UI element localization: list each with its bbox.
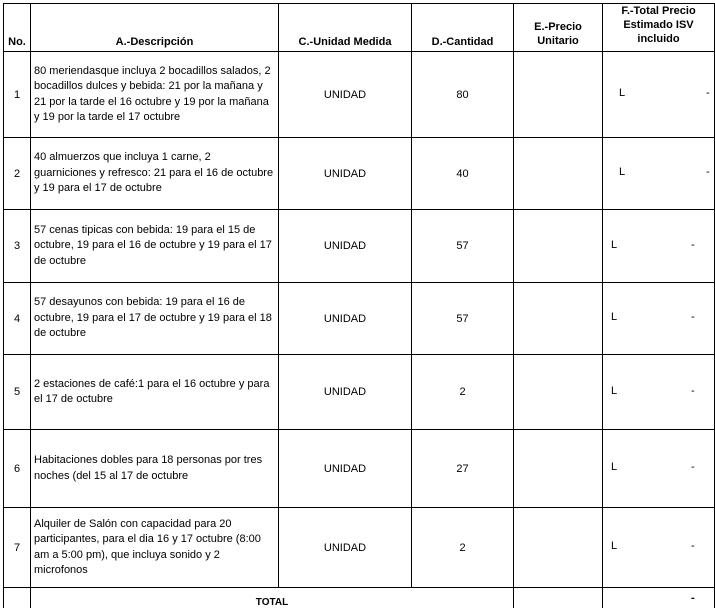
row-total-value: - (691, 311, 695, 323)
row-description: 40 almuerzos que incluya 1 carne, 2 guarniciones y refresco: 21 para el 16 de octubre y 19 para el 17 de octubre (31, 138, 279, 210)
row-unit-price (514, 430, 603, 508)
header-total-precio: F.-Total Precio Estimado ISV incluido (603, 4, 715, 52)
row-number: 7 (4, 508, 31, 588)
table-row (4, 355, 715, 430)
currency-label: L (611, 540, 618, 552)
table-row (4, 138, 715, 210)
row-description: 57 cenas tipicas con bebida: 19 para el 15 de octubre, 19 para el 16 de octubre y 19 para el 17 de octubre (31, 210, 279, 283)
row-description: Habitaciones dobles para 18 personas por tres noches (del 15 al 17 de octubre (31, 430, 279, 508)
row-total (603, 355, 715, 430)
row-quantity: 57 (412, 283, 514, 355)
row-unit-price (514, 508, 603, 588)
row-description: Alquiler de Salón con capacidad para 20 participantes, para el dia 16 y 17 octubre (8:00 am a 5:00 pm), que incluya sonido y 2 microfonos (31, 508, 279, 588)
row-quantity: 2 (412, 355, 514, 430)
row-number: 4 (4, 283, 31, 355)
grand-total-value: - (691, 592, 695, 604)
row-quantity: 2 (412, 508, 514, 588)
total-label: TOTAL (31, 588, 514, 608)
row-total-value: - (691, 385, 695, 397)
row-description: 57 desayunos con bebida: 19 para el 16 de octubre, 19 para el 17 de octubre y 19 para el 18 de octubre (31, 283, 279, 355)
row-description: 2 estaciones de café:1 para el 16 octubre y para el 17 de octubre (31, 355, 279, 430)
row-total-value: - (691, 461, 695, 473)
row-quantity: 80 (412, 52, 514, 138)
row-unit: UNIDAD (279, 52, 412, 138)
header-no: No. (4, 4, 31, 52)
table-row (4, 508, 715, 588)
row-total (603, 283, 715, 355)
row-unit-price (514, 52, 603, 138)
row-unit-price (514, 355, 603, 430)
table-row (4, 283, 715, 355)
row-total (603, 138, 715, 210)
row-total-value: - (691, 540, 695, 552)
row-unit: UNIDAD (279, 508, 412, 588)
row-number: 6 (4, 430, 31, 508)
row-total (603, 210, 715, 283)
row-unit-price (514, 138, 603, 210)
currency-label: L (611, 461, 618, 473)
row-quantity: 40 (412, 138, 514, 210)
currency-label: L (611, 239, 618, 251)
row-number: 5 (4, 355, 31, 430)
header-unidad: C.-Unidad Medida (279, 4, 412, 52)
table-row (4, 210, 715, 283)
row-quantity: 57 (412, 210, 514, 283)
row-total (603, 430, 715, 508)
header-precio-unitario: E.-Precio Unitario (514, 4, 603, 52)
row-total (603, 52, 715, 138)
row-number: 1 (4, 52, 31, 138)
row-quantity: 27 (412, 430, 514, 508)
table-row (4, 430, 715, 508)
row-total-value: - (691, 239, 695, 251)
header-descripcion: A.-Descripción (31, 4, 279, 52)
row-total (603, 508, 715, 588)
row-unit-price (514, 210, 603, 283)
currency-label: L (611, 311, 618, 323)
row-unit: UNIDAD (279, 283, 412, 355)
row-unit: UNIDAD (279, 138, 412, 210)
row-number: 3 (4, 210, 31, 283)
table-row (4, 52, 715, 138)
currency-label: L (619, 166, 626, 178)
header-row (4, 4, 715, 52)
row-total-value: - (706, 87, 710, 99)
row-total-value: - (706, 166, 710, 178)
currency-label: L (611, 385, 618, 397)
row-number: 2 (4, 138, 31, 210)
row-unit: UNIDAD (279, 355, 412, 430)
row-unit: UNIDAD (279, 430, 412, 508)
row-unit: UNIDAD (279, 210, 412, 283)
quote-table (3, 3, 715, 608)
header-cantidad: D.-Cantidad (412, 4, 514, 52)
row-description: 80 meriendasque incluya 2 bocadillos salados, 2 bocadillos dulces y bebida: 21 por la mañana y 21 por la tarde el 16 octubre y 19 por la mañana y 19 por la tarde el 17 octubre (31, 52, 279, 138)
currency-label: L (619, 87, 626, 99)
row-unit-price (514, 283, 603, 355)
